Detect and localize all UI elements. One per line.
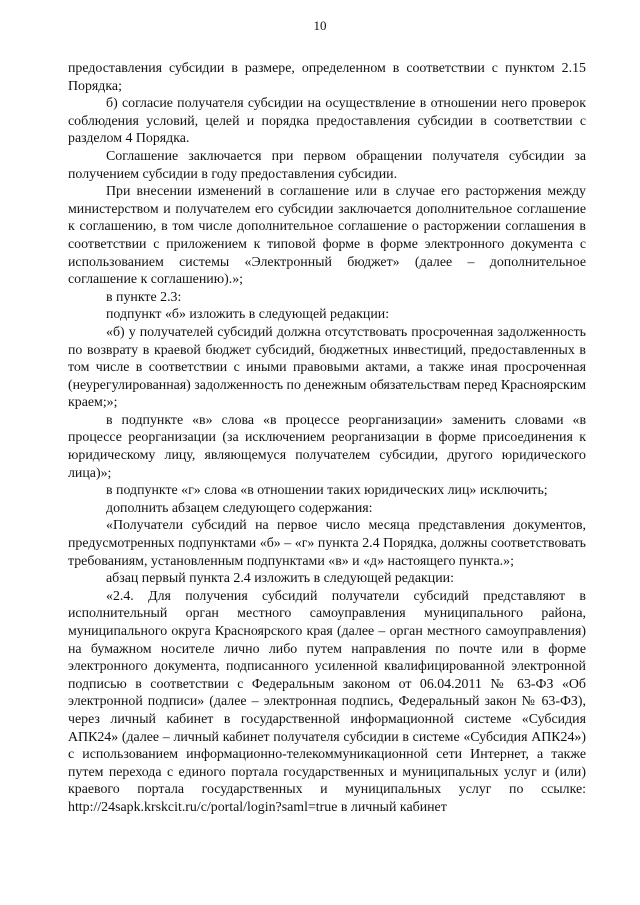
paragraph: в подпункте «в» слова «в процессе реорганизации» заменить словами «в процессе реорганизации (за исключением реорганизации в форме присоединения к юридическому лицу, являющемуся получателем субсидии, другого юридического лица)»; (68, 412, 586, 481)
paragraph: б) согласие получателя субсидии на осуществление в отношении него проверок соблюдения условий, целей и порядка предоставления субсидии в соответствии с разделом 4 Порядка. (68, 96, 586, 147)
page-number: 10 (313, 18, 327, 33)
paragraph: «2.4. Для получения субсидий получатели субсидий представляют в исполнительный орган местного самоуправления муниципального района, муниципального округа Красноярского края (далее – орган местного самоуправления) на бумажном носителе лично либо путем направления по почте или в форме электронного документа, подписанного усиленной квалифицированной электронной подписью в соответствии с Федеральным законом от 06.04.2011 № 63-ФЗ «Об электронной подписи» (далее – электронная подпись, Федеральный закон № 63-ФЗ), через личный кабинет в государственной информационной системе «Субсидия АПК24» (далее – личный кабинет получателя субсидии в системе «Субсидия АПК24») с использованием информационно-телекоммуникационной сети Интернет, а также путем перехода с единого портала государственных и муниципальных услуг и (или) краевого портала государственных и муниципальных услуг по ссылке: http://24sapk.krskcit.ru/c/portal/login?saml=true в личный кабинет (68, 588, 586, 815)
paragraph: Соглашение заключается при первом обращении получателя субсидии за получением субсидии в году предоставления субсидии. (68, 148, 586, 182)
paragraph: «б) у получателей субсидий должна отсутствовать просроченная задолженность по возврату в краевой бюджет субсидий, бюджетных инвестиций, предоставленных в том числе в соответствии с иными правовыми актами, а также иная просроченная (неурегулированная) задолженность по денежным обязательствам перед Красноярским краем;»; (68, 324, 586, 411)
document-body (68, 60, 586, 817)
paragraph: в подпункте «г» слова «в отношении таких юридических лиц» исключить; (106, 483, 548, 499)
paragraph: При внесении изменений в соглашение или в случае его расторжения между министерством и получателем его субсидии заключается дополнительное соглашение к соглашению, в том числе дополнительное соглашение о расторжении соглашения в соответствии с приложением к типовой форме в форме электронного документа с использованием системы «Электронный бюджет» (далее – дополнительное соглашение к соглашению).»; (68, 184, 586, 288)
paragraph: дополнить абзацем следующего содержания: (106, 500, 373, 516)
paragraph: подпункт «б» изложить в следующей редакции: (106, 307, 390, 323)
paragraph: в пункте 2.3: (106, 289, 182, 305)
paragraph: предоставления субсидии в размере, определенном в соответствии с пунктом 2.15 Порядка; (68, 61, 586, 94)
paragraph: абзац первый пункта 2.4 изложить в следующей редакции: (106, 571, 454, 587)
paragraph: «Получатели субсидий на первое число месяца представления документов, предусмотренных подпунктами «б» – «г» пункта 2.4 Порядка, должны соответствовать требованиям, установленным подпунктами «в» и «д» настоящего пункта.»; (68, 518, 586, 569)
